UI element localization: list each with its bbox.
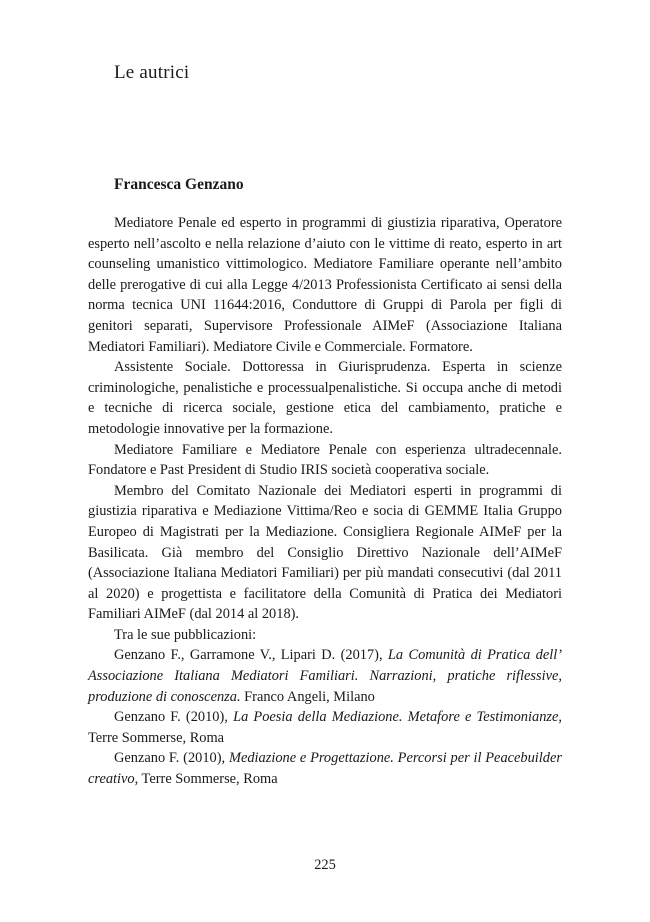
author-biography (88, 213, 562, 790)
page-number: 225 (314, 857, 336, 873)
publications-intro: Tra le sue pubblicazioni: (114, 626, 257, 643)
publication-publisher: , Terre Sommerse, Roma (88, 709, 562, 746)
publication-authors: Genzano F. (2010), (114, 709, 234, 726)
author-name: Francesca Genzano (114, 176, 244, 193)
publication-publisher: , Terre Sommerse, Roma (134, 771, 278, 788)
publication-publisher: Franco Angeli, Milano (240, 688, 375, 705)
bio-paragraph-2: Assistente Sociale. Dottoressa in Giurisprudenza. Esperta in scienze criminologiche, penalistiche e processualpenalistiche. Si occupa anche di metodi e tecniche di ricerca sociale, gestione etica del cambiamento, pratiche e metodologie innovative per la formazione. (88, 359, 562, 437)
publication-authors: Genzano F. (2010), (114, 750, 229, 767)
bio-paragraph-3: Mediatore Familiare e Mediatore Penale con esperienza ultradecennale. Fondatore e Past President di Studio IRIS società cooperativa sociale. (88, 441, 562, 479)
bio-paragraph-4: Membro del Comitato Nazionale dei Mediatori esperti in programmi di giustizia riparativa e Mediazione Vittima/Reo e socia di GEMME Italia Gruppo Europeo di Magistrati per la Mediazione. Consigliera Regionale AIMeF per la Basilicata. Già membro del Consiglio Direttivo Nazionale dell’AIMeF (Associazione Italiana Mediatori Familiari) per più mandati consecutivi (dal 2011 al 2020) e progettista e facilitatore della Comunità di Pratica dei Mediatori Familiari AIMeF (dal 2014 al 2018). (88, 482, 562, 623)
publication-title: La Poesia della Mediazione. Metafore e Testimonianze (233, 709, 559, 726)
publication-title: La Comunità di Pratica dell’ Associazione Italiana Mediatori Familiari. Narrazioni, pratiche riflessive, produzione di conoscenza. (88, 647, 562, 705)
publication-entry-1 (88, 645, 562, 707)
bio-paragraph-1: Mediatore Penale ed esperto in programmi di giustizia riparativa, Operatore esperto nell’ascolto e nella relazione d’aiuto con le vittime di reato, esperto in art counseling umanistico vittimologico. Mediatore Familiare operante nell’ambito delle prerogative di cui alla Legge 4/2013 Professionista Certificato ai sensi della norma tecnica UNI 11644:2016, Conduttore di Gruppi di Parola per figli di genitori separati, Supervisore Professionale AIMeF (Associazione Italiana Mediatori Familiari). Mediatore Civile e Commerciale. Formatore. (88, 215, 562, 355)
publication-authors: Genzano F., Garramone V., Lipari D. (2017), (114, 647, 388, 664)
publication-title: Mediazione e Progettazione. Percorsi per il Peacebuilder creativo (88, 750, 562, 788)
chapter-title: Le autrici (114, 62, 190, 83)
publication-entry-2 (88, 707, 562, 748)
publication-entry-3 (88, 748, 562, 789)
